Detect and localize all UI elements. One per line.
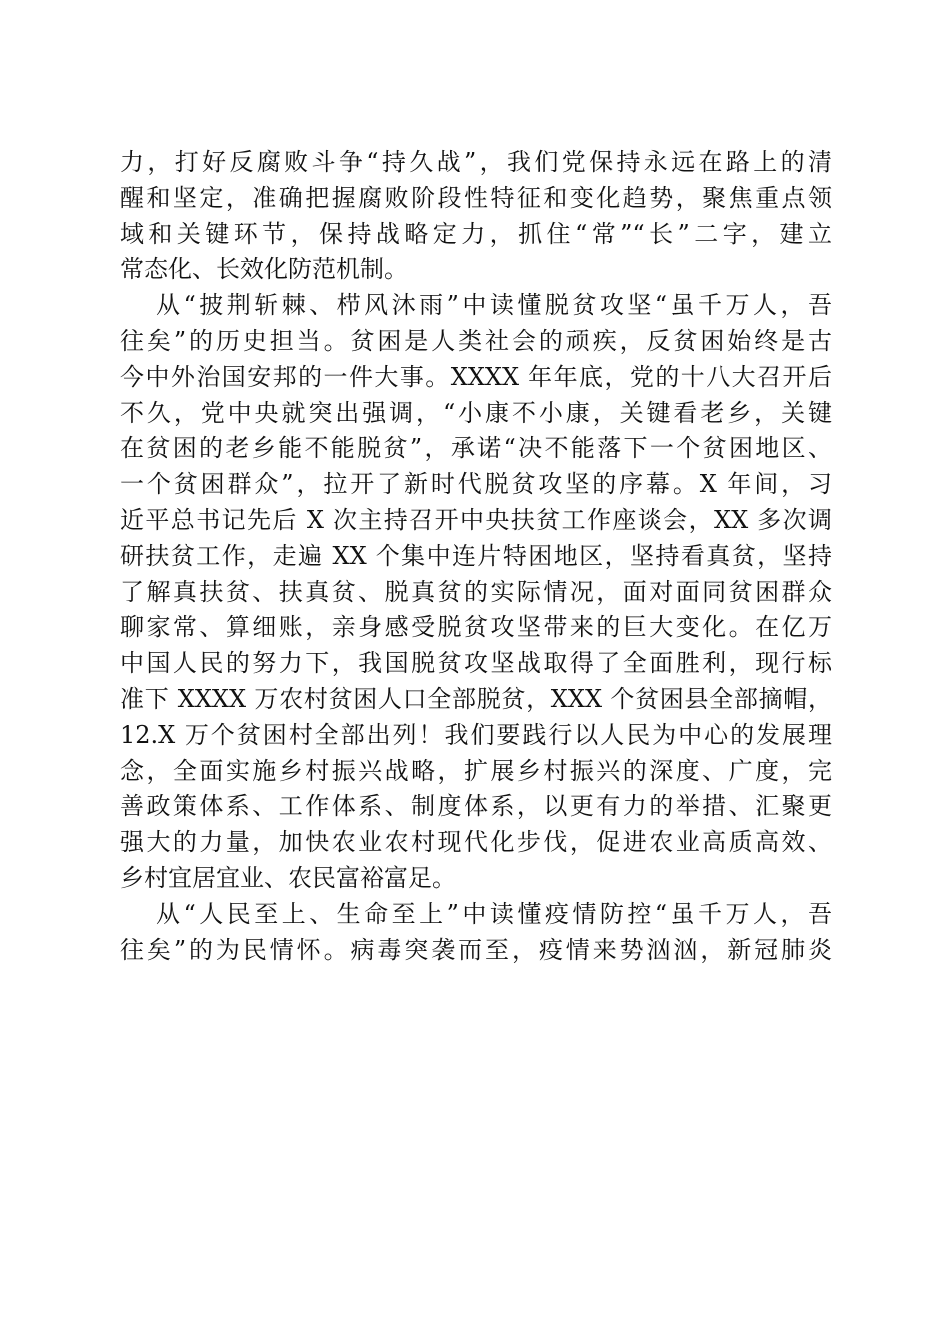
paragraph-1-line-4: 常态化、长效化防范机制。 [120,255,408,284]
paragraph-2-line-6: 一个贫困群众”，拉开了新时代脱贫攻坚的序幕。X 年间，习 [120,470,832,499]
paragraph-2-line-13: 12.X 万个贫困村全部出列！我们要践行以人民为中心的发展理 [120,720,832,749]
paragraph-2-line-5: 在贫困的老乡能不能脱贫”，承诺“决不能落下一个贫困地区、 [120,434,832,463]
paragraph-2-line-1: 从“披荆斩棘、栉风沐雨”中读懂脱贫攻坚“虽千万人，吾 [156,291,832,320]
paragraph-1-line-1: 力，打好反腐败斗争“持久战”，我们党保持永远在路上的清 [120,148,832,176]
paragraph-2-line-3: 今中外治国安邦的一件大事。XXXX 年年底，党的十八大召开后 [120,362,832,391]
paragraph-2-line-7: 近平总书记先后 X 次主持召开中央扶贫工作座谈会，XX 多次调 [120,505,832,534]
paragraph-3-line-2: 往矣”的为民情怀。病毒突袭而至，疫情来势汹汹，新冠肺炎 [120,935,832,964]
paragraph-2-line-15: 善政策体系、工作体系、制度体系，以更有力的举措、汇聚更 [120,792,832,821]
paragraph-2-line-2: 往矣”的历史担当。贫困是人类社会的顽疾，反贫困始终是古 [120,326,832,355]
paragraph-2-line-14: 念，全面实施乡村振兴战略，扩展乡村振兴的深度、广度，完 [120,756,832,785]
paragraph-2-line-8: 研扶贫工作，走遍 XX 个集中连片特困地区，坚持看真贫，坚持 [120,541,832,570]
paragraph-3-line-1: 从“人民至上、生命至上”中读懂疫情防控“虽千万人，吾 [156,899,832,928]
paragraph-1-line-3: 域和关键环节，保持战略定力，抓住“常”“长”二字，建立 [120,219,832,248]
paragraph-2-line-16: 强大的力量，加快农业农村现代化步伐，促进农业高质高效、 [120,828,832,857]
paragraph-2-line-11: 中国人民的努力下，我国脱贫攻坚战取得了全面胜利，现行标 [120,649,832,678]
paragraph-2-line-4: 不久，党中央就突出强调，“小康不小康，关键看老乡，关键 [120,398,832,427]
document-body [120,145,832,968]
paragraph-2-line-10: 聊家常、算细账，亲身感受脱贫攻坚带来的巨大变化。在亿万 [120,613,832,642]
paragraph-2-line-12: 准下 XXXX 万农村贫困人口全部脱贫，XXX 个贫困县全部摘帽， [120,684,832,713]
paragraph-1-line-2: 醒和坚定，准确把握腐败阶段性特征和变化趋势，聚焦重点领 [120,183,832,212]
paragraph-2-line-9: 了解真扶贫、扶真贫、脱真贫的实际情况，面对面同贫困群众 [120,577,832,606]
paragraph-2-line-17: 乡村宜居宜业、农民富裕富足。 [120,863,456,892]
